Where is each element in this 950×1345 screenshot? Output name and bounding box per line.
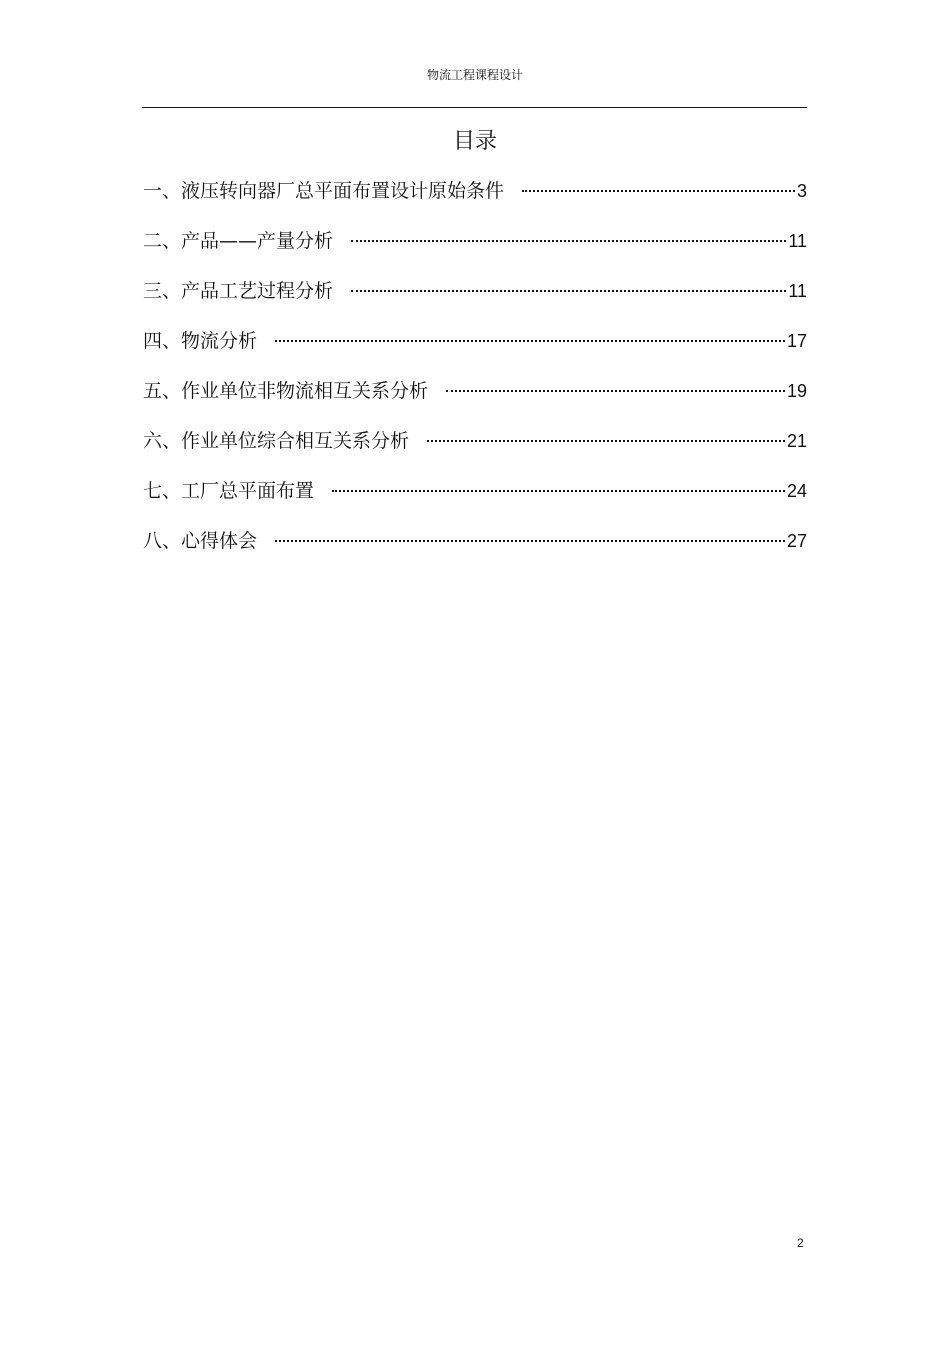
toc-entry[interactable] — [143, 176, 807, 226]
toc-entry-label: 五、作业单位非物流相互关系分析 — [143, 380, 429, 402]
toc-entry-page: 11 — [788, 281, 807, 301]
toc-dot-leader — [427, 440, 785, 442]
toc-dot-leader — [275, 340, 785, 342]
toc-dot-leader — [332, 490, 785, 492]
toc-entry-label: 六、作业单位综合相互关系分析 — [143, 430, 410, 452]
toc-entry[interactable] — [143, 426, 807, 476]
toc-title: 目录 — [452, 129, 497, 154]
toc-entry-page: 3 — [796, 181, 807, 201]
toc-entry-page: 21 — [786, 431, 807, 451]
page-number: 2 — [797, 1236, 804, 1250]
toc-entry[interactable] — [143, 526, 807, 576]
toc-dot-leader — [351, 240, 786, 242]
toc-dot-leader — [522, 190, 795, 192]
toc-dot-leader — [446, 390, 785, 392]
toc-entry[interactable] — [143, 326, 807, 376]
toc-entry-page: 11 — [788, 231, 807, 251]
toc-entry-page: 19 — [786, 381, 807, 401]
toc-dot-leader — [351, 290, 786, 292]
toc-entry-label: 七、工厂总平面布置 — [143, 480, 315, 502]
toc-entry-label: 八、心得体会 — [143, 530, 258, 552]
toc-entry-page: 17 — [786, 331, 807, 351]
header-rule — [142, 107, 807, 108]
toc-entry[interactable] — [143, 476, 807, 526]
toc-entry-page: 24 — [786, 481, 807, 501]
toc-entry[interactable] — [143, 376, 807, 426]
toc-entry-label: 二、产品——产量分析 — [143, 230, 334, 252]
toc-entry-label: 三、产品工艺过程分析 — [143, 280, 334, 302]
toc-list — [143, 176, 807, 576]
toc-entry-label: 一、液压转向器厂总平面布置设计原始条件 — [143, 180, 505, 202]
toc-entry-page: 27 — [786, 531, 807, 551]
running-header: 物流工程课程设计 — [426, 68, 523, 82]
toc-entry-label: 四、物流分析 — [143, 330, 258, 352]
toc-entry[interactable] — [143, 276, 807, 326]
toc-dot-leader — [275, 540, 785, 542]
toc-entry[interactable] — [143, 226, 807, 276]
